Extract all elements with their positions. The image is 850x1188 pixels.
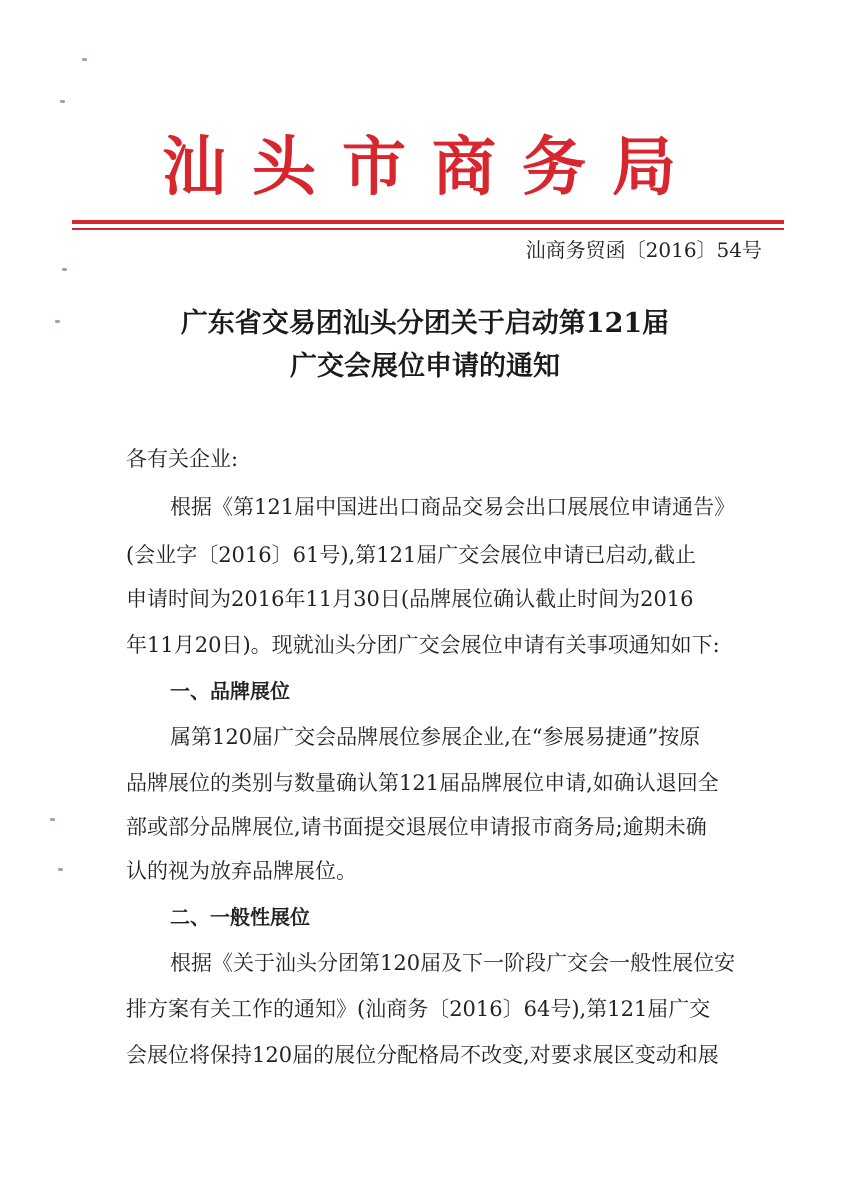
scan-speck xyxy=(62,268,67,271)
letterhead-rule-thick xyxy=(72,220,784,224)
scan-speck xyxy=(50,818,55,821)
letterhead-rule-thin xyxy=(72,228,784,230)
section-1-line-4: 认的视为放弃品牌展位。 xyxy=(126,859,357,883)
scan-speck xyxy=(55,320,60,323)
section-1-line-2: 品牌展位的类别与数量确认第121届品牌展位申请,如确认退回全 xyxy=(126,771,719,795)
section-2-heading: 二、一般性展位 xyxy=(170,905,310,929)
scan-speck xyxy=(58,868,63,871)
salutation: 各有关企业: xyxy=(126,447,239,471)
notice-title-line-2: 广交会展位申请的通知 xyxy=(290,351,560,382)
section-1-line-3: 部或部分品牌展位,请书面提交退展位申请报市商务局;逾期未确 xyxy=(126,815,707,839)
letterhead-title: 汕头市商务局 xyxy=(162,130,702,205)
section-2-line-3: 会展位将保持120届的展位分配格局不改变,对要求展区变动和展 xyxy=(126,1043,719,1067)
section-1-line-1: 属第120届广交会品牌展位参展企业,在“参展易捷通”按原 xyxy=(170,725,701,749)
document-number: 汕商务贸函〔2016〕54号 xyxy=(525,238,762,262)
paragraph-1-line-1: 根据《第121届中国进出口商品交易会出口展展位申请通告》 xyxy=(170,495,736,519)
scan-speck xyxy=(60,100,65,103)
paragraph-1-line-4: 年11月20日)。现就汕头分团广交会展位申请有关事项通知如下: xyxy=(126,633,720,657)
paragraph-1-line-2: (会业字〔2016〕61号),第121届广交会展位申请已启动,截止 xyxy=(126,543,696,567)
scan-speck xyxy=(82,58,87,61)
section-2-line-1: 根据《关于汕头分团第120届及下一阶段广交会一般性展位安 xyxy=(170,951,736,975)
section-2-line-2: 排方案有关工作的通知》(汕商务〔2016〕64号),第121届广交 xyxy=(126,997,711,1021)
notice-title-line-1: 广东省交易团汕头分团关于启动第121届 xyxy=(180,308,670,339)
section-1-heading: 一、品牌展位 xyxy=(170,679,290,703)
paragraph-1-line-3: 申请时间为2016年11月30日(品牌展位确认截止时间为2016 xyxy=(126,587,694,611)
